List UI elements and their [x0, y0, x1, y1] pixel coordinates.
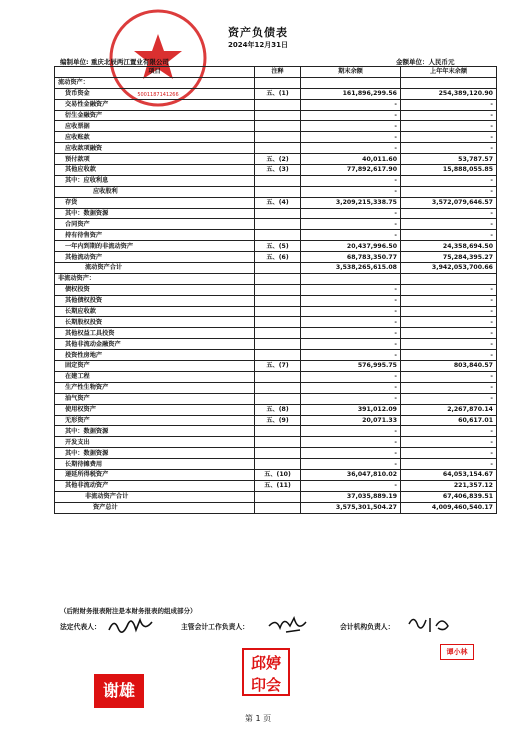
table-row	[55, 295, 497, 306]
item-label: 货币资金	[55, 88, 255, 99]
item-label: 其中：数据资源	[55, 426, 255, 437]
item-note: 五、(7)	[255, 361, 301, 372]
begin-balance: -	[401, 350, 497, 361]
end-balance: 3,538,265,615.08	[301, 263, 401, 274]
end-balance: -	[301, 426, 401, 437]
end-balance: 576,995.75	[301, 361, 401, 372]
item-note: 五、(8)	[255, 404, 301, 415]
table-row	[55, 219, 497, 230]
item-note	[255, 328, 301, 339]
begin-balance: -	[401, 99, 497, 110]
end-balance: -	[301, 306, 401, 317]
item-note	[255, 273, 301, 284]
table-row	[55, 143, 497, 154]
begin-balance: -	[401, 219, 497, 230]
table-row	[55, 371, 497, 382]
item-label: 无形资产	[55, 415, 255, 426]
item-note: 五、(6)	[255, 252, 301, 263]
end-balance: -	[301, 143, 401, 154]
table-row	[55, 426, 497, 437]
end-balance: -	[301, 110, 401, 121]
table-row	[55, 252, 497, 263]
table-row	[55, 284, 497, 295]
begin-balance: 221,357.12	[401, 480, 497, 491]
begin-balance	[401, 77, 497, 88]
end-balance	[301, 273, 401, 284]
table-row	[55, 480, 497, 491]
end-balance: 3,209,215,338.75	[301, 197, 401, 208]
item-note	[255, 459, 301, 470]
item-note	[255, 121, 301, 132]
item-label: 预付款项	[55, 154, 255, 165]
item-label: 其他非流动资产	[55, 480, 255, 491]
item-note	[255, 132, 301, 143]
begin-balance: -	[401, 306, 497, 317]
item-label: 应收账款	[55, 132, 255, 143]
item-note	[255, 437, 301, 448]
table-row	[55, 459, 497, 470]
item-label: 长期待摊费用	[55, 459, 255, 470]
end-balance: 40,011.60	[301, 154, 401, 165]
begin-balance: -	[401, 328, 497, 339]
begin-balance: -	[401, 295, 497, 306]
item-label: 递延所得税资产	[55, 469, 255, 480]
item-label: 非流动资产合计	[55, 491, 255, 502]
begin-balance: -	[401, 393, 497, 404]
item-label: 其他流动资产	[55, 252, 255, 263]
item-label: 衍生金融资产	[55, 110, 255, 121]
svg-text:5001187141266: 5001187141266	[137, 92, 179, 98]
begin-balance: 24,358,694.50	[401, 241, 497, 252]
item-label: 长期股权投资	[55, 317, 255, 328]
col-header-item: 项目	[55, 67, 255, 78]
begin-balance: 3,572,079,646.57	[401, 197, 497, 208]
item-note: 五、(11)	[255, 480, 301, 491]
end-balance: -	[301, 219, 401, 230]
item-note	[255, 295, 301, 306]
table-row	[55, 208, 497, 219]
begin-balance: -	[401, 339, 497, 350]
end-balance: -	[301, 317, 401, 328]
item-note	[255, 208, 301, 219]
item-note	[255, 339, 301, 350]
begin-balance: -	[401, 284, 497, 295]
item-label: 应收票据	[55, 121, 255, 132]
item-label: 固定资产	[55, 361, 255, 372]
end-balance: -	[301, 186, 401, 197]
item-note: 五、(9)	[255, 415, 301, 426]
item-label: 流动资产：	[55, 77, 255, 88]
begin-balance: -	[401, 317, 497, 328]
item-note	[255, 393, 301, 404]
footnote: （后附财务报表附注是本财务报表的组成部分）	[60, 607, 197, 615]
table-row	[55, 197, 497, 208]
legal-rep-label: 法定代表人：	[60, 623, 101, 631]
begin-balance: 4,009,460,540.17	[401, 502, 497, 513]
end-balance: -	[301, 382, 401, 393]
end-balance: -	[301, 284, 401, 295]
item-note	[255, 284, 301, 295]
begin-balance: -	[401, 426, 497, 437]
begin-balance	[401, 273, 497, 284]
end-balance: -	[301, 350, 401, 361]
item-label: 应收股利	[55, 186, 255, 197]
currency-unit: 金额单位：人民币元	[396, 58, 455, 66]
item-note	[255, 502, 301, 513]
item-note	[255, 99, 301, 110]
table-row	[55, 186, 497, 197]
item-note: 五、(3)	[255, 165, 301, 176]
item-note: 五、(1)	[255, 88, 301, 99]
begin-balance: -	[401, 121, 497, 132]
end-balance: 391,012.09	[301, 404, 401, 415]
table-row	[55, 306, 497, 317]
table-row	[55, 502, 497, 513]
page-title: 资产负债表	[228, 26, 288, 39]
company-line	[60, 57, 169, 66]
begin-balance: -	[401, 371, 497, 382]
col-header-begin-balance: 上年年末余额	[401, 67, 497, 78]
table-row	[55, 165, 497, 176]
item-note	[255, 317, 301, 328]
begin-balance: -	[401, 208, 497, 219]
table-row	[55, 415, 497, 426]
table-row	[55, 339, 497, 350]
stamp-qiu: 邱婷印会	[242, 648, 290, 696]
item-label: 一年内到期的非流动资产	[55, 241, 255, 252]
chief-accountant-label: 主管会计工作负责人：	[181, 623, 249, 631]
report-date: 2024年12月31日	[228, 41, 288, 49]
table-row	[55, 110, 497, 121]
begin-balance: -	[401, 382, 497, 393]
item-label: 交易性金融资产	[55, 99, 255, 110]
begin-balance: 254,389,120.90	[401, 88, 497, 99]
end-balance: 36,047,810.02	[301, 469, 401, 480]
end-balance: 20,437,996.50	[301, 241, 401, 252]
end-balance: -	[301, 459, 401, 470]
item-label: 其他权益工具投资	[55, 328, 255, 339]
table-row	[55, 350, 497, 361]
item-note	[255, 110, 301, 121]
item-label: 投资性房地产	[55, 350, 255, 361]
table-row	[55, 317, 497, 328]
begin-balance: 67,406,839.51	[401, 491, 497, 502]
begin-balance: -	[401, 448, 497, 459]
item-label: 其他非流动金融资产	[55, 339, 255, 350]
table-row	[55, 263, 497, 274]
begin-balance: 803,840.57	[401, 361, 497, 372]
company-label: 编制单位:	[60, 58, 89, 66]
begin-balance: -	[401, 110, 497, 121]
item-note	[255, 426, 301, 437]
end-balance: 37,035,889.19	[301, 491, 401, 502]
end-balance: -	[301, 132, 401, 143]
begin-balance: 60,617.01	[401, 415, 497, 426]
item-label: 其中：数据资源	[55, 208, 255, 219]
end-balance: -	[301, 99, 401, 110]
item-label: 流动资产合计	[55, 263, 255, 274]
accounting-head-signature	[406, 612, 452, 636]
begin-balance: 15,888,055.85	[401, 165, 497, 176]
begin-balance: -	[401, 459, 497, 470]
table-row	[55, 121, 497, 132]
end-balance: 77,892,617.90	[301, 165, 401, 176]
item-label: 使用权资产	[55, 404, 255, 415]
item-note: 五、(4)	[255, 197, 301, 208]
item-note	[255, 382, 301, 393]
begin-balance: 53,787.57	[401, 154, 497, 165]
item-label: 生产性生物资产	[55, 382, 255, 393]
item-label: 存货	[55, 197, 255, 208]
item-note	[255, 186, 301, 197]
table-row	[55, 448, 497, 459]
table-row	[55, 132, 497, 143]
balance-sheet-table	[54, 66, 497, 514]
legal-rep-signature	[106, 614, 156, 636]
stamp-xie: 谢雄	[94, 674, 144, 708]
item-label: 其他债权投资	[55, 295, 255, 306]
item-note: 五、(10)	[255, 469, 301, 480]
item-note	[255, 219, 301, 230]
item-note	[255, 306, 301, 317]
table-row	[55, 491, 497, 502]
table-row	[55, 88, 497, 99]
item-label: 开发支出	[55, 437, 255, 448]
chief-accountant-signature	[266, 612, 310, 636]
page-number: 第 1 页	[244, 714, 272, 723]
begin-balance: -	[401, 143, 497, 154]
end-balance: -	[301, 295, 401, 306]
table-row	[55, 469, 497, 480]
item-note	[255, 77, 301, 88]
table-row	[55, 393, 497, 404]
item-label: 长期应收款	[55, 306, 255, 317]
item-note	[255, 143, 301, 154]
end-balance: -	[301, 480, 401, 491]
table-row	[55, 273, 497, 284]
begin-balance: -	[401, 175, 497, 186]
item-note	[255, 350, 301, 361]
col-header-end-balance: 期末余额	[301, 67, 401, 78]
item-note	[255, 448, 301, 459]
table-row	[55, 77, 497, 88]
table-row	[55, 328, 497, 339]
item-label: 持有待售资产	[55, 230, 255, 241]
begin-balance: -	[401, 132, 497, 143]
end-balance: 68,783,350.77	[301, 252, 401, 263]
end-balance: 20,071.33	[301, 415, 401, 426]
item-label: 其他应收款	[55, 165, 255, 176]
item-label: 合同资产	[55, 219, 255, 230]
item-note: 五、(2)	[255, 154, 301, 165]
item-note	[255, 491, 301, 502]
begin-balance: 64,053,154.67	[401, 469, 497, 480]
table-row	[55, 175, 497, 186]
item-label: 其中：应收利息	[55, 175, 255, 186]
item-note	[255, 175, 301, 186]
end-balance: -	[301, 175, 401, 186]
end-balance: -	[301, 437, 401, 448]
end-balance: -	[301, 208, 401, 219]
end-balance	[301, 77, 401, 88]
begin-balance: 2,267,870.14	[401, 404, 497, 415]
item-label: 油气资产	[55, 393, 255, 404]
end-balance: -	[301, 448, 401, 459]
begin-balance: 3,942,053,700.66	[401, 263, 497, 274]
item-note: 五、(5)	[255, 241, 301, 252]
table-row	[55, 404, 497, 415]
item-label: 其中：数据资源	[55, 448, 255, 459]
item-label: 应收款项融资	[55, 143, 255, 154]
item-label: 非流动资产：	[55, 273, 255, 284]
end-balance: -	[301, 121, 401, 132]
table-row	[55, 361, 497, 372]
item-label: 债权投资	[55, 284, 255, 295]
begin-balance: 75,284,395.27	[401, 252, 497, 263]
end-balance: 161,896,299.56	[301, 88, 401, 99]
end-balance: -	[301, 230, 401, 241]
company-name: 重庆北辰两江置业有限公司	[90, 58, 169, 66]
begin-balance: -	[401, 230, 497, 241]
end-balance: -	[301, 339, 401, 350]
end-balance: -	[301, 328, 401, 339]
table-header-row	[55, 67, 497, 78]
col-header-note: 注释	[255, 67, 301, 78]
table-row	[55, 437, 497, 448]
table-row	[55, 241, 497, 252]
begin-balance: -	[401, 186, 497, 197]
item-note	[255, 230, 301, 241]
accounting-head-label: 会计机构负责人：	[340, 623, 395, 631]
stamp-tan: 谭小林	[440, 644, 474, 660]
end-balance: -	[301, 371, 401, 382]
table-row	[55, 154, 497, 165]
item-note	[255, 371, 301, 382]
table-row	[55, 382, 497, 393]
table-row	[55, 99, 497, 110]
end-balance: 3,575,301,504.27	[301, 502, 401, 513]
table-row	[55, 230, 497, 241]
item-label: 资产总计	[55, 502, 255, 513]
item-note	[255, 263, 301, 274]
end-balance: -	[301, 393, 401, 404]
begin-balance: -	[401, 437, 497, 448]
item-label: 在建工程	[55, 371, 255, 382]
